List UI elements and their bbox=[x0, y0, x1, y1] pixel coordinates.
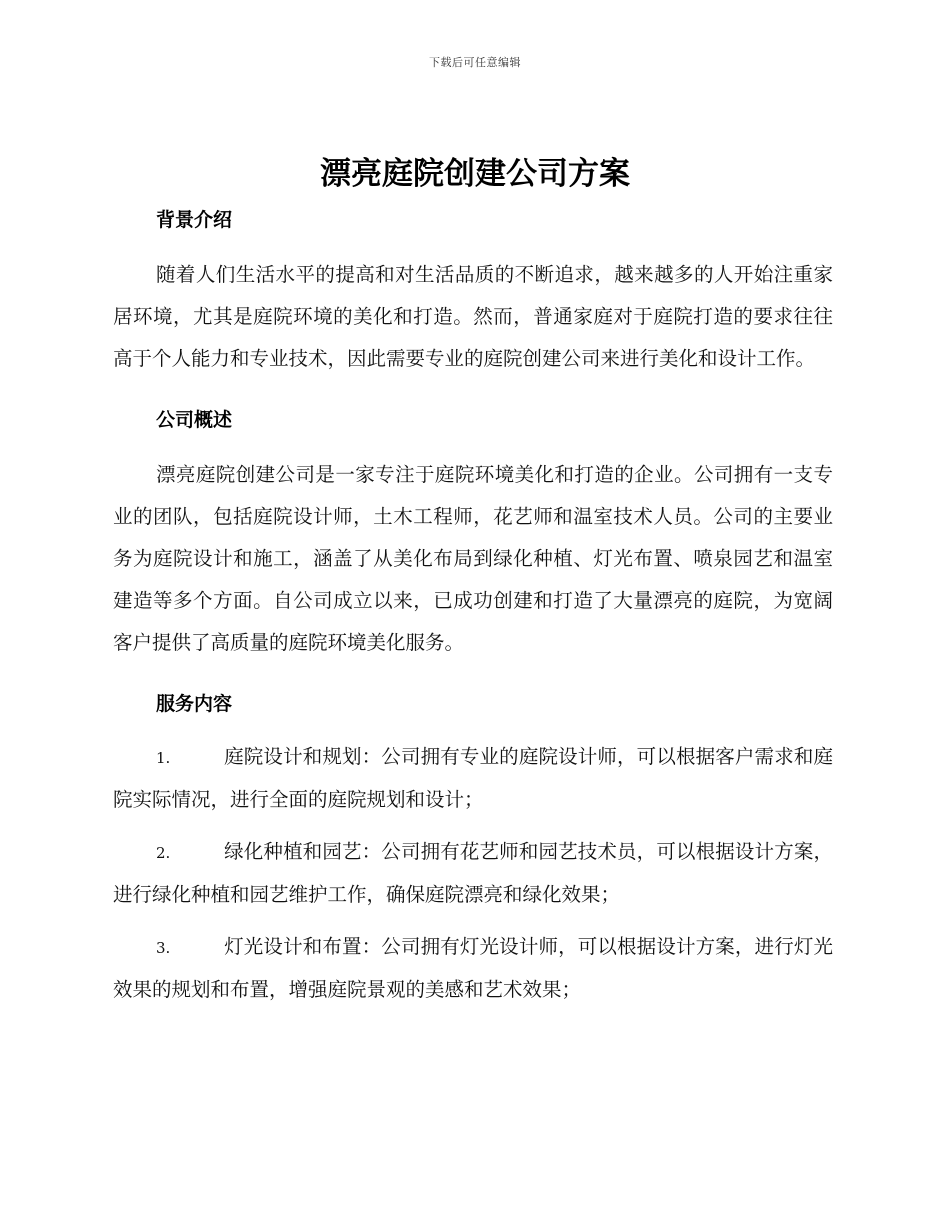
document-body bbox=[113, 204, 833, 1021]
section-heading-background: 背景介绍 bbox=[156, 209, 233, 231]
header-note: 下载后可任意编辑 bbox=[429, 56, 521, 69]
list-item-text: 绿化种植和园艺：公司拥有花艺师和园艺技术员，可以根据设计方案，进行绿化种植和园艺维护工作，确保庭院漂亮和绿化效果； bbox=[113, 840, 833, 906]
paragraph-background: 随着人们生活水平的提高和对生活品质的不断追求，越来越多的人开始注重家居环境，尤其是庭院环境的美化和打造。然而，普通家庭对于庭院打造的要求往往高于个人能力和专业技术，因此需要专业的庭院创建公司来进行美化和设计工作。 bbox=[113, 263, 833, 370]
list-item bbox=[113, 831, 833, 916]
page-title: 漂亮庭院创建公司方案 bbox=[320, 156, 630, 192]
list-item-number: 2. bbox=[156, 844, 171, 862]
list-item bbox=[113, 736, 833, 821]
section-heading-company-overview: 公司概述 bbox=[156, 409, 233, 431]
paragraph-company-overview: 漂亮庭院创建公司是一家专注于庭院环境美化和打造的企业。公司拥有一支专业的团队，包括庭院设计师，土木工程师，花艺师和温室技术人员。公司的主要业务为庭院设计和施工，涵盖了从美化布局到绿化种植、灯光布置、喷泉园艺和温室建造等多个方面。自公司成立以来，已成功创建和打造了大量漂亮的庭院，为宽阔客户提供了高质量的庭院环境美化服务。 bbox=[113, 463, 833, 654]
list-item-text: 灯光设计和布置：公司拥有灯光设计师，可以根据设计方案，进行灯光效果的规划和布置，增强庭院景观的美感和艺术效果； bbox=[113, 935, 833, 1001]
list-item-number: 1. bbox=[156, 749, 171, 767]
services-list bbox=[113, 736, 833, 1011]
list-item-number: 3. bbox=[156, 939, 171, 957]
list-item-text: 庭院设计和规划：公司拥有专业的庭院设计师，可以根据客户需求和庭院实际情况，进行全面的庭院规划和设计； bbox=[113, 745, 833, 811]
list-item bbox=[113, 926, 833, 1011]
section-heading-services: 服务内容 bbox=[156, 693, 233, 715]
